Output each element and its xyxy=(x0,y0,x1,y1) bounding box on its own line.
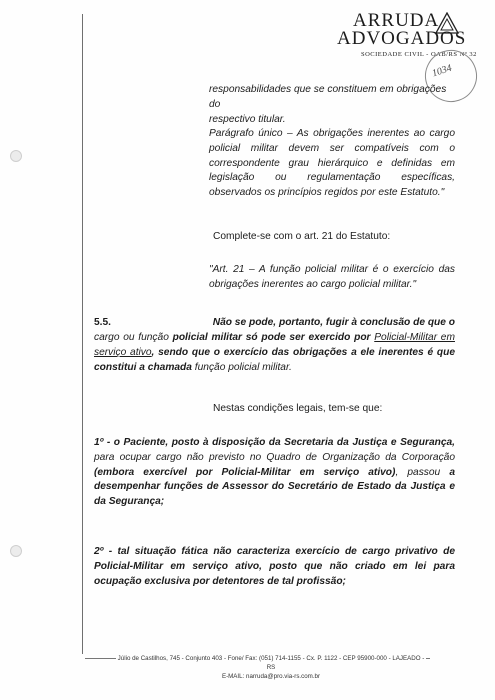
footer-address: Júlio de Castilhos, 745 - Conjunto 403 - Fone/ Fax: (051) 714-1155 - Cx. P. 1122 - CEP 95900-000 - LAJEADO - RS xyxy=(117,655,425,671)
complete-note: Complete-se com o art. 21 do Estatuto: xyxy=(213,231,391,242)
text-run-bold: policial militar xyxy=(172,332,243,343)
text-run-bold: 1º - o Paciente, posto à disposição da Secretaria da Justiça e Segurança, xyxy=(94,437,455,448)
text-run-underline: Policial-Militar em xyxy=(374,332,455,343)
section-number: 5.5. xyxy=(94,317,111,328)
text-run-bold: , sendo que o exercício das obrigações a ele inerentes é que constitui a chamada xyxy=(94,346,455,373)
text-run-bold: , posto que não criado em lei para ocupação exclusiva por detentores de tal profissão; xyxy=(94,560,455,587)
logo-subtitle: SOCIEDADE CIVIL - OAB/RS Nº 32 xyxy=(361,51,477,58)
text-run: cargo ou função xyxy=(94,332,169,343)
item-1 xyxy=(94,436,455,510)
text-run-underline: serviço ativo xyxy=(94,346,152,358)
paragraph-unico: Parágrafo único – As obrigações inerentes ao cargo policial militar devem ser compatíveis com o correspondente grau hierárquico e definidas em legislação ou regulamentação específicas, observados os princípios regidos por este Estatuto." xyxy=(209,128,455,199)
text-run: para ocupar cargo não previsto no Quadro de Organização da Corporação xyxy=(94,451,455,463)
text-run: . xyxy=(288,361,292,373)
text-line: respectivo titular. xyxy=(209,113,286,125)
footer-email: E-MAIL: narruda@pro.via-rs.com.br xyxy=(221,673,321,680)
margin-line xyxy=(82,14,83,654)
nestas-condicoes: Nestas condições legais, tem-se que: xyxy=(213,403,383,414)
text-line: responsabilidades que se constituem em obrigações do xyxy=(209,84,447,110)
text-run-bold: a desempenhar funções de Assessor do Secretário de Estado da Justiça e da Segurança; xyxy=(94,466,455,508)
text-run: , passou xyxy=(395,466,441,478)
paragraph-continuation xyxy=(209,83,455,127)
logo-name-line1: ARRUDA xyxy=(353,10,440,31)
section-5-5-body xyxy=(94,331,455,375)
footer xyxy=(116,654,426,681)
text-run: função policial militar xyxy=(194,361,289,373)
punch-hole xyxy=(10,150,22,162)
text-run-bold: 2º - tal situação fática não caracteriza exercício de cargo privativo de Policial-Militar em serviço ativo xyxy=(94,546,455,572)
text-run-bold: só pode ser exercido por xyxy=(245,332,371,343)
stamp-number: 1034 xyxy=(430,62,454,80)
item-2 xyxy=(94,545,455,589)
logo-name-line2: ADVOGADOS xyxy=(337,28,467,49)
punch-hole xyxy=(10,545,22,557)
art21-quote: "Art. 21 – A função policial militar é o exercício das obrigações inerentes ao cargo policial militar." xyxy=(209,264,455,290)
text-run-bold: (embora exercível por Policial-Militar em serviço ativo) xyxy=(94,466,396,478)
section-lead: Não se pode, portanto, fugir à conclusão de que o xyxy=(212,317,455,328)
